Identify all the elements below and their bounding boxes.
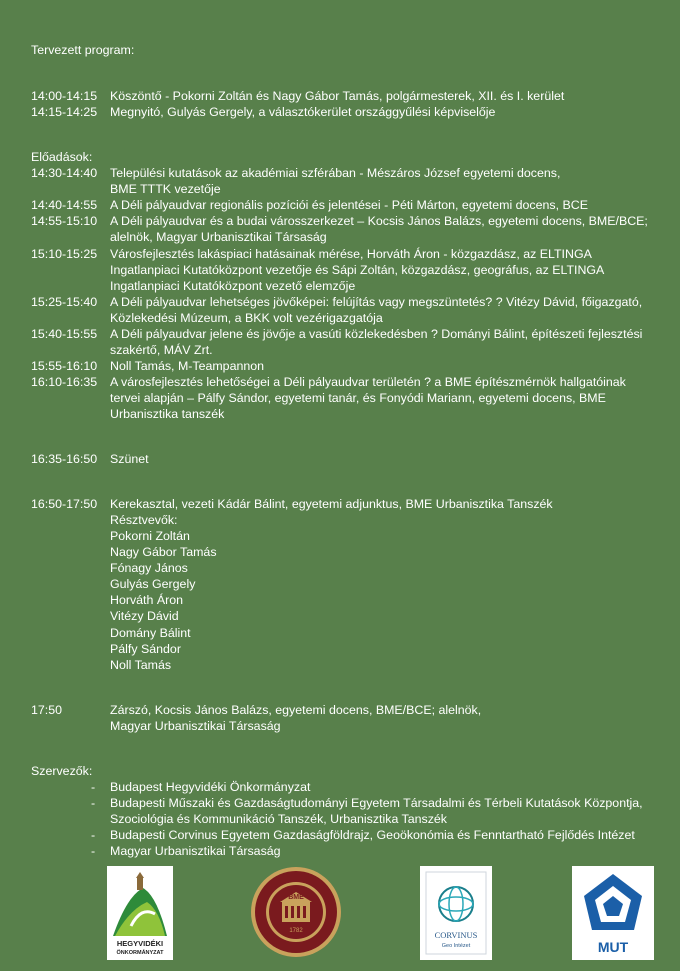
bullet: - — [91, 844, 96, 858]
lecture-6-line-2: szakértő, MÁV Zrt. — [110, 343, 213, 357]
organizer-4: Magyar Urbanisztikai Társaság — [110, 844, 281, 858]
organizer-2-line-2: Szociológia és Kommunikáció Tanszék, Urbanisztika Tanszék — [110, 812, 448, 826]
panel-participants-label: Résztvevők: — [110, 513, 178, 527]
lecture-4-line-2: Ingatlanpiaci Kutatóközpont vezetője és Sápi Zoltán, közgazdász, geográfus, az ELTINGA — [110, 263, 605, 277]
bme-year: 1782 — [289, 928, 303, 934]
lecture-4-line-3: Ingatlanpiaci Kutatóközpont vezető elemzője — [110, 279, 356, 293]
hegyvideki-logo — [107, 866, 173, 960]
hegyvideki-line1: HEGYVIDÉKI — [116, 939, 164, 948]
closing-line-1: Zárszó, Kocsis János Balázs, egyetemi docens, BME/BCE; alelnök, — [110, 703, 482, 717]
panel-line-1: Kerekasztal, vezeti Kádár Bálint, egyetemi adjunktus, BME Urbanisztika Tanszék — [110, 497, 553, 511]
corvinus-logo — [420, 866, 492, 960]
bullet: - — [91, 780, 96, 794]
lecture-5-line-1: A Déli pályaudvar lehetséges jövőképei: felújítás vagy megszüntetés? ? Vitézy Dávid, főigazgató, — [110, 295, 643, 309]
panel-participant: Horváth Áron — [110, 593, 184, 607]
time-opening-2: 14:15-14:25 — [31, 105, 98, 119]
panel-participant: Domány Bálint — [110, 626, 191, 640]
panel-participant: Nagy Gábor Tamás — [110, 545, 217, 559]
organizer-2-line-1: Budapesti Műszaki és Gazdaságtudományi Egyetem Társadalmi és Térbeli Kutatások Központja, — [110, 796, 643, 810]
lecture-1-line-1: Települési kutatások az akadémiai szférában - Mészáros József egyetemi docens, — [110, 166, 561, 180]
time-opening-1: 14:00-14:15 — [31, 89, 98, 103]
opening-1-line-1: Köszöntő - Pokorni Zoltán és Nagy Gábor Tamás, polgármesterek, XII. és I. kerület — [110, 89, 565, 103]
panel-participant: Pokorni Zoltán — [110, 529, 190, 543]
time-closing: 17:50 — [31, 703, 63, 717]
time-lecture-2: 14:40-14:55 — [31, 198, 98, 212]
lectures-label: Előadások: — [31, 150, 93, 164]
time-lecture-5: 15:25-15:40 — [31, 295, 98, 309]
lecture-3-line-2: alelnök, Magyar Urbanisztikai Társaság — [110, 230, 327, 244]
panel-participant: Pálfy Sándor — [110, 642, 181, 656]
organizer-3: Budapesti Corvinus Egyetem Gazdaságföldrajz, Geoökonómia és Fenntartható Fejlődés Intézet — [110, 828, 635, 842]
lecture-8-line-1: A városfejlesztés lehetőségei a Déli pályaudvar területén ? a BME építészmérnök hallgatóinak — [110, 375, 626, 389]
lecture-5-line-2: Közlekedési Múzeum, a BKK volt vezérigazgatója — [110, 311, 383, 325]
panel-participant: Fónagy János — [110, 561, 188, 575]
bullet: - — [91, 796, 96, 810]
corvinus-line2: Geo Intézet — [441, 943, 471, 949]
bullet: - — [91, 828, 96, 842]
lecture-8-line-3: Urbanisztika tanszék — [110, 407, 225, 421]
lecture-1-line-2: BME TTTK vezetője — [110, 182, 221, 196]
lecture-7-line-1: Noll Tamás, M-Teampannon — [110, 359, 265, 373]
time-lecture-4: 15:10-15:25 — [31, 247, 98, 261]
lecture-8-line-2: tervei alapján – Pálfy Sándor, egyetemi tanár, és Fonyódi Mariann, egyetemi docens, BME — [110, 391, 606, 405]
bme-text: BME — [288, 894, 304, 901]
organizers-label: Szervezők: — [31, 764, 93, 778]
time-lecture-1: 14:30-14:40 — [31, 166, 98, 180]
time-lecture-3: 14:55-15:10 — [31, 214, 98, 228]
mut-text: MUT — [597, 939, 629, 955]
corvinus-line1: CORVINUS — [434, 930, 478, 940]
opening-2-line-1: Megnyitó, Gulyás Gergely, a választókerület országgyűlési képviselője — [110, 105, 496, 119]
lecture-6-line-1: A Déli pályaudvar jelene és jövője a vasúti közlekedésben ? Dományi Bálint, építészeti fejlesztési — [110, 327, 643, 341]
closing-line-2: Magyar Urbanisztikai Társaság — [110, 719, 281, 733]
bme-seal-logo — [250, 866, 342, 958]
time-break: 16:35-16:50 — [31, 452, 98, 466]
time-lecture-6: 15:40-15:55 — [31, 327, 98, 341]
mut-logo — [572, 866, 654, 960]
organizer-1: Budapest Hegyvidéki Önkormányzat — [110, 780, 311, 794]
lecture-3-line-1: A Déli pályaudvar és a budai városszerkezet – Kocsis János Balázs, egyetemi docens, BME/BCE; — [110, 214, 648, 228]
time-lecture-7: 15:55-16:10 — [31, 359, 98, 373]
panel-participant: Noll Tamás — [110, 658, 172, 672]
panel-participant: Vitézy Dávid — [110, 609, 179, 623]
lecture-4-line-1: Városfejlesztés lakáspiaci hatásainak mérése, Horváth Áron - közgazdász, az ELTINGA — [110, 247, 592, 261]
panel-participant: Gulyás Gergely — [110, 577, 196, 591]
hegyvideki-line2: ÖNKORMÁNYZAT — [116, 950, 164, 956]
time-lecture-8: 16:10-16:35 — [31, 375, 98, 389]
break-label: Szünet — [110, 452, 149, 466]
lecture-2-line-1: A Déli pályaudvar regionális pozíciói és jelentései - Péti Márton, egyetemi docens, BCE — [110, 198, 588, 212]
time-panel: 16:50-17:50 — [31, 497, 98, 511]
program-title: Tervezett program: — [31, 43, 135, 57]
